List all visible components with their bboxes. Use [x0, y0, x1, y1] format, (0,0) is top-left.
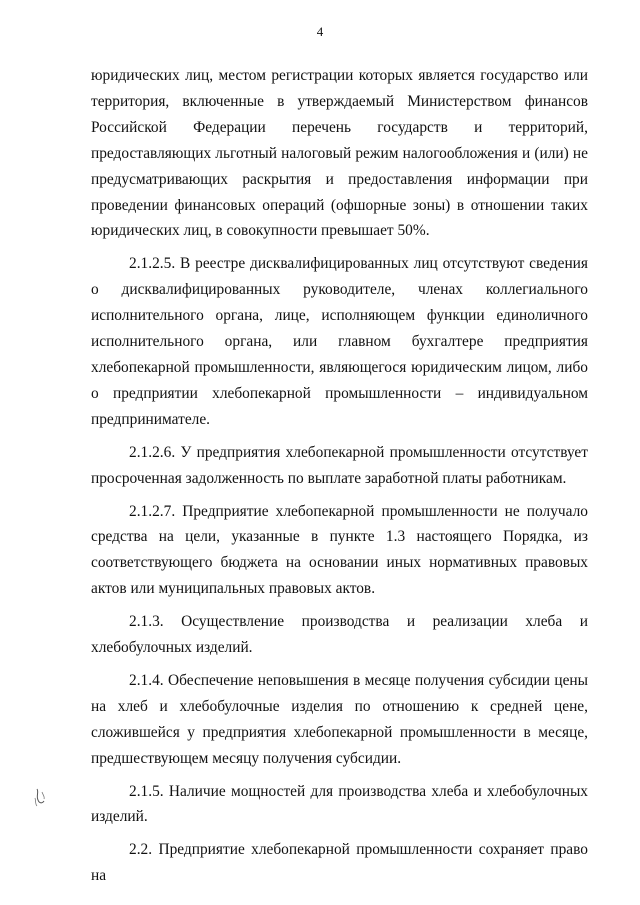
page-number: 4: [316, 24, 324, 39]
paragraph-2-1-4: 2.1.4. Обеспечение неповышения в месяце получения субсидии цены на хлеб и хлебобулочные изделия по отношению к средней цене, сложившейся у предприятия хлебопекарной промышленности в месяце, предшествующем месяцу получения субсидии.: [91, 671, 588, 767]
paragraph-2-1-2-6: 2.1.2.6. У предприятия хлебопекарной промышленности отсутствует просроченная задолженность по выплате заработной платы работникам.: [91, 443, 588, 487]
document-body: [91, 63, 588, 896]
paragraph-2-2: 2.2. Предприятие хлебопекарной промышленности сохраняет право на: [91, 841, 588, 885]
paragraph-continuation: юридических лиц, местом регистрации которых является государство или территория, включенные в утверждаемый Министерством финансов Российской Федерации перечень государств и территорий, предоставляющих льготный налоговый режим налогообложения и (или) не предусматривающих раскрытия и предоставления информации при проведении финансовых операций (офшорные зоны) в отношении таких юридических лиц, в совокупности превышает 50%.: [91, 67, 588, 240]
paragraph-2-1-5: 2.1.5. Наличие мощностей для производства хлеба и хлебобулочных изделий.: [91, 782, 588, 826]
handwritten-margin-mark: [33, 786, 47, 808]
paragraph-2-1-2-5: 2.1.2.5. В реестре дисквалифицированных лиц отсутствуют сведения о дисквалифицированных руководителе, членах коллегиального исполнительного органа, лице, исполняющем функции единоличного исполнительного органа, или главном бухгалтере предприятия хлебопекарной промышленности, являющегося юридическим лицом, либо о предприятии хлебопекарной промышленности – индивидуальном предпринимателе.: [91, 255, 588, 428]
paragraph-2-1-2-7: 2.1.2.7. Предприятие хлебопекарной промышленности не получало средства на цели, указанные в пункте 1.3 настоящего Порядка, из соответствующего бюджета на основании иных нормативных правовых актов или муниципальных правовых актов.: [91, 502, 588, 598]
paragraph-2-1-3: 2.1.3. Осуществление производства и реализации хлеба и хлебобулочных изделий.: [91, 613, 588, 657]
